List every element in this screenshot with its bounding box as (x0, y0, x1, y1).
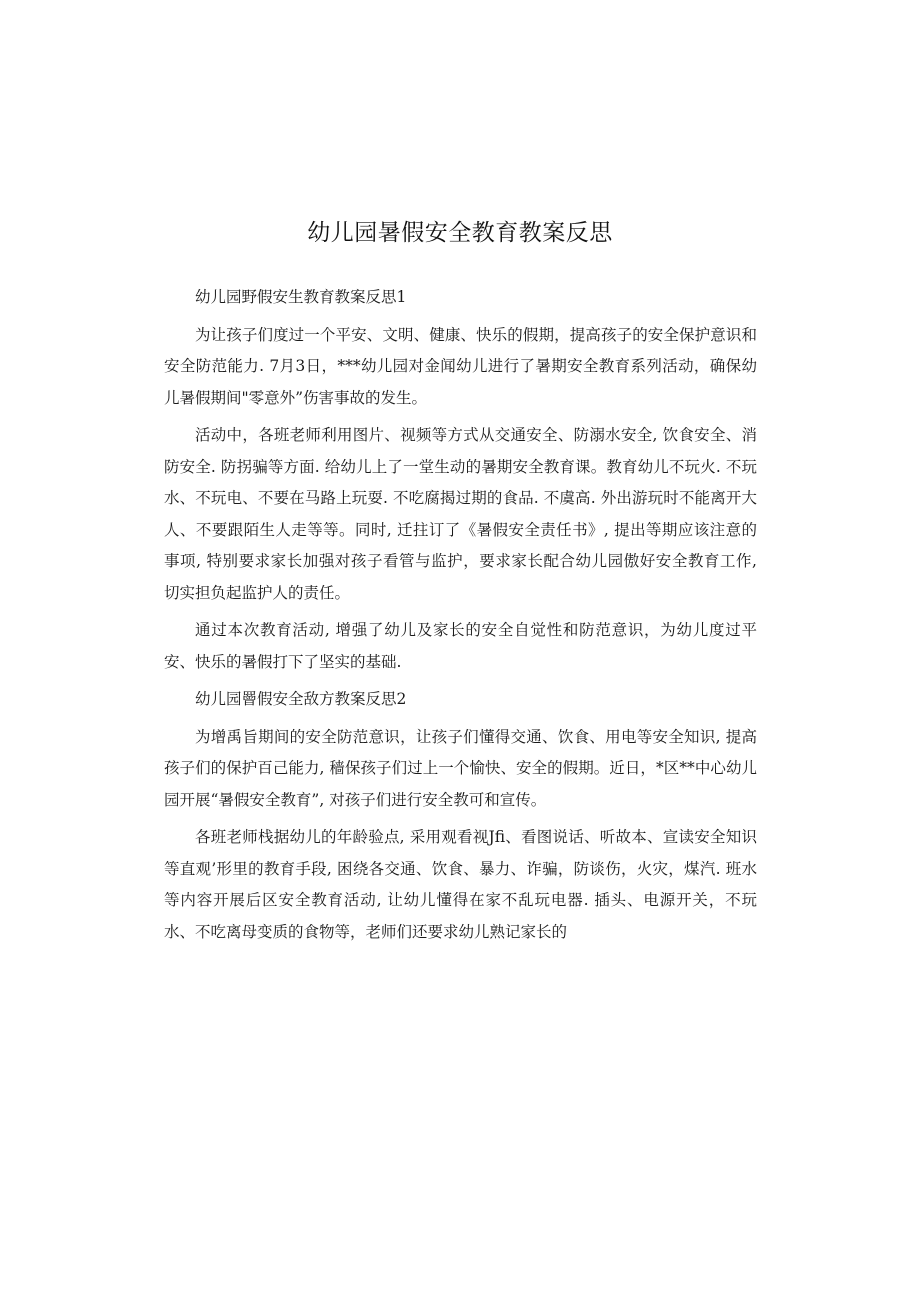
section-heading-1: 幼儿园野假安生教育教案反思1 (195, 288, 407, 306)
section-heading-2: 幼儿园罾假安全敌方教案反思2 (195, 690, 407, 708)
section-1-paragraph-1: 为让孩子们度过一个平安、文明、健康、快乐的假期，提高孩子的安全保护意识和安全防范能力. 7月3日，***幼儿园对金闻幼儿进行了暑期安全教育系列活动，确保幼儿暑假期间"零意外”伤害事故的发生。 (164, 325, 757, 407)
document-body (164, 282, 757, 954)
section-2-paragraph-2: 各班老师栈据幼儿的年龄验点, 采用观看视Jfi、看图说话、听故本、宣读安全知识等直观’形里的教育手段, 困绕各交通、饮食、暴力、诈骗，防谈伤，火灾，煤汽. 班水等内容开展后区安全教育活动, 让幼儿懂得在家不乱玩电器. 插头、电源开关，不玩水、不吃离母变质的食物等，老师们还要求幼儿熟记家长的 (164, 828, 757, 941)
section-1-paragraph-2: 活动中，各班老师利用图片、视频等方式从交通安全、防溺水安全, 饮食安全、消防安全. 防拐骗等方面. 给幼儿上了一堂生动的暑期安全教育课。教育幼儿不玩火. 不玩水、不玩电、不要在马路上玩耍. 不吃腐揭过期的食品. 不虞高. 外出游玩时不能离开大人、不要跟陌生人走等等。同时, 迁拄订了《暑假安全责任书》, 提出等期应该注意的事项, 特别要求家长加强对孩子看管与监护，要求家长配合幼儿园傲好安全教育工作, 切实担负起监护人的责任。 (164, 426, 757, 602)
document-title: 幼儿园暑假安全教育教案反思 (307, 220, 613, 246)
section-1-paragraph-3: 通过本次教育活动, 增强了幼儿及家长的安全自觉性和防范意识，为幼儿度过平安、快乐的暑假打下了坚实的基础. (164, 621, 757, 671)
section-2-paragraph-1: 为增禹旨期间的安全防范意识，让孩子们懂得交通、饮食、用电等安全知识, 提高孩子们的保护百己能力, 穑保孩子们过上一个愉快、安全的假期。近日，*区**中心幼儿园开展“暑假安全教育”, 对孩子们进行安全教可和宣传。 (164, 727, 757, 809)
